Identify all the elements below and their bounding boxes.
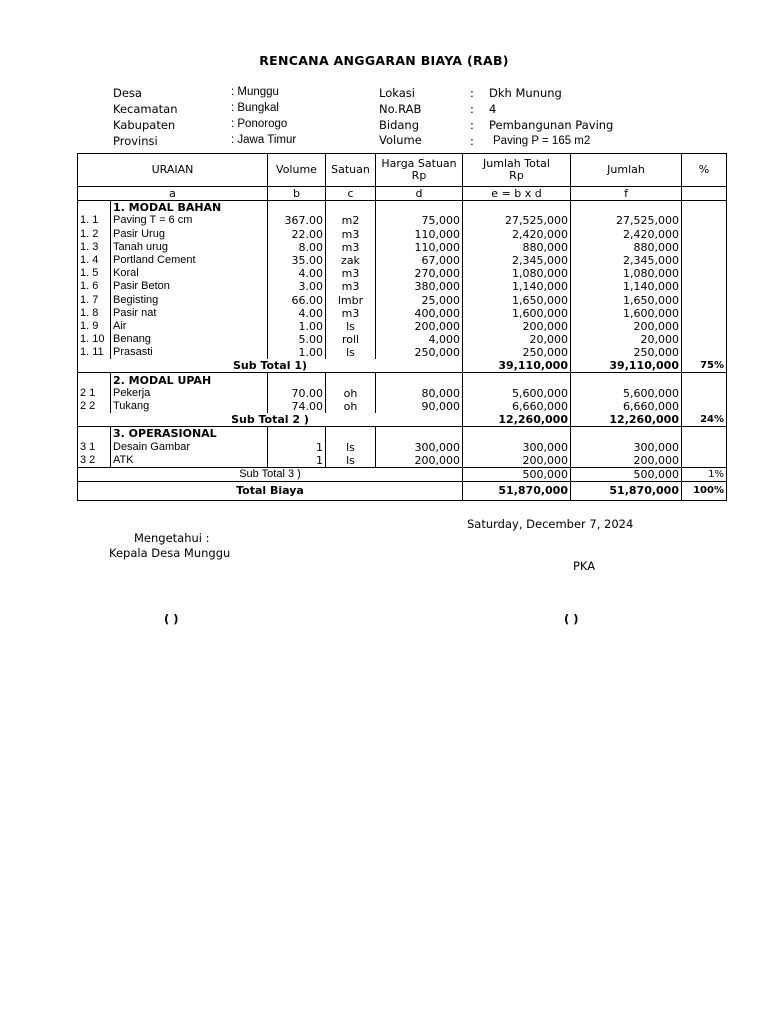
- letter-e: e = b x d: [463, 187, 571, 201]
- cell-jumlah: 2,345,000: [571, 254, 682, 267]
- cell-satuan: ls: [326, 440, 376, 453]
- info-colon: :: [470, 134, 474, 148]
- header-jumlah-total: [463, 154, 571, 187]
- cell-harga: 80,000: [376, 387, 463, 400]
- subtotal-total: 12,260,000: [463, 413, 571, 427]
- cell-volume: 8.00: [268, 241, 326, 254]
- cell-no: 1. 11: [78, 346, 111, 359]
- cell-no: 1. 7: [78, 293, 111, 306]
- total-jumlah: 51,870,000: [571, 481, 682, 500]
- cell-jumlah-total: 250,000: [463, 346, 571, 359]
- subtotal-jumlah: 39,110,000: [571, 359, 682, 373]
- cell-empty: [571, 201, 682, 215]
- cell-uraian: Begisting: [111, 293, 268, 306]
- table-row: [78, 346, 727, 359]
- cell-uraian: Pekerja: [111, 387, 268, 400]
- table-row: [78, 387, 727, 400]
- header-harga-line1: Harga Satuan: [381, 157, 457, 170]
- cell-uraian: Pasir nat: [111, 307, 268, 320]
- cell-empty: [463, 201, 571, 215]
- cell-jumlah: 5,600,000: [571, 387, 682, 400]
- subtotal-pct: 75%: [682, 359, 727, 373]
- cell-no: 1. 10: [78, 333, 111, 346]
- cell-jumlah-total: 1,140,000: [463, 280, 571, 293]
- total-row: [78, 481, 727, 500]
- cell-empty: [463, 427, 571, 441]
- cell-no: 1. 3: [78, 241, 111, 254]
- cell-volume: 74.00: [268, 400, 326, 413]
- cell-jumlah: 1,080,000: [571, 267, 682, 280]
- cell-uraian: Pasir Urug: [111, 227, 268, 240]
- cell-jumlah-total: 880,000: [463, 241, 571, 254]
- cell-pct: [682, 320, 727, 333]
- cell-empty: [376, 201, 463, 215]
- section-heading: 3. OPERASIONAL: [111, 427, 268, 441]
- cell-uraian: Tanah urug: [111, 241, 268, 254]
- cell-empty: [376, 427, 463, 441]
- header-satuan: Satuan: [326, 154, 376, 187]
- cell-volume: 1.00: [268, 320, 326, 333]
- cell-volume: 4.00: [268, 267, 326, 280]
- cell-jumlah: 20,000: [571, 333, 682, 346]
- cell-satuan: oh: [326, 400, 376, 413]
- subtotal-total: 39,110,000: [463, 359, 571, 373]
- total-label: Total Biaya: [78, 481, 463, 500]
- cell-satuan: m3: [326, 280, 376, 293]
- cell-jumlah-total: 27,525,000: [463, 214, 571, 227]
- info-label-provinsi: Provinsi: [113, 134, 158, 148]
- letter-d: d: [376, 187, 463, 201]
- table-row: [78, 280, 727, 293]
- cell-empty: [326, 201, 376, 215]
- cell-pct: [682, 214, 727, 227]
- cell-empty: [268, 373, 326, 387]
- cell-satuan: lmbr: [326, 293, 376, 306]
- total-total: 51,870,000: [463, 481, 571, 500]
- table-row: [78, 241, 727, 254]
- cell-volume: 35.00: [268, 254, 326, 267]
- cell-harga: 75,000: [376, 214, 463, 227]
- subtotal-row: [78, 467, 727, 481]
- cell-volume: 1: [268, 440, 326, 453]
- cell-uraian: Air: [111, 320, 268, 333]
- cell-harga: 110,000: [376, 227, 463, 240]
- info-value-lokasi: Dkh Munung: [489, 86, 562, 100]
- cell-jumlah: 6,660,000: [571, 400, 682, 413]
- subtotal-pct: 24%: [682, 413, 727, 427]
- cell-jumlah: 250,000: [571, 346, 682, 359]
- cell-uraian: Koral: [111, 267, 268, 280]
- subtotal-pct: 1%: [682, 467, 727, 481]
- cell-satuan: oh: [326, 387, 376, 400]
- cell-empty: [571, 427, 682, 441]
- cell-no: [78, 427, 111, 441]
- letter-row: [78, 187, 727, 201]
- footer-date: Saturday, December 7, 2024: [467, 517, 634, 531]
- section-heading-row: [78, 201, 727, 215]
- subtotal-label: Sub Total 1): [78, 359, 463, 373]
- cell-empty: [376, 373, 463, 387]
- cell-pct: [682, 346, 727, 359]
- cell-harga: 110,000: [376, 241, 463, 254]
- cell-no: [78, 373, 111, 387]
- cell-satuan: m3: [326, 241, 376, 254]
- cell-pct: [682, 440, 727, 453]
- cell-jumlah: 880,000: [571, 241, 682, 254]
- subtotal-total: 500,000: [463, 467, 571, 481]
- cell-pct: [682, 267, 727, 280]
- header-percent: %: [682, 154, 727, 187]
- cell-jumlah-total: 300,000: [463, 440, 571, 453]
- table-row: [78, 254, 727, 267]
- cell-uraian: Desain Gambar: [111, 440, 268, 453]
- cell-satuan: m3: [326, 307, 376, 320]
- cell-pct: [682, 241, 727, 254]
- cell-harga: 200,000: [376, 320, 463, 333]
- cell-jumlah: 1,650,000: [571, 293, 682, 306]
- cell-uraian: Portland Cement: [111, 254, 268, 267]
- info-colon: :: [470, 86, 474, 100]
- cell-jumlah-total: 2,420,000: [463, 227, 571, 240]
- header-jumlah: Jumlah: [571, 154, 682, 187]
- cell-jumlah: 27,525,000: [571, 214, 682, 227]
- cell-satuan: m2: [326, 214, 376, 227]
- cell-volume: 70.00: [268, 387, 326, 400]
- info-label-bidang: Bidang: [379, 118, 420, 132]
- cell-pct: [682, 333, 727, 346]
- cell-jumlah-total: 20,000: [463, 333, 571, 346]
- info-value-provinsi: : Jawa Timur: [231, 134, 297, 146]
- cell-pct: [682, 201, 727, 215]
- cell-harga: 270,000: [376, 267, 463, 280]
- cell-volume: 3.00: [268, 280, 326, 293]
- table-body: [78, 201, 727, 482]
- cell-jumlah-total: 200,000: [463, 454, 571, 468]
- section-heading-row: [78, 373, 727, 387]
- cell-jumlah: 300,000: [571, 440, 682, 453]
- cell-uraian: Pasir Beton: [111, 280, 268, 293]
- cell-volume: 4.00: [268, 307, 326, 320]
- cell-satuan: m3: [326, 267, 376, 280]
- table-row: [78, 227, 727, 240]
- header-jt-line1: Jumlah Total: [483, 157, 550, 170]
- cell-jumlah: 1,140,000: [571, 280, 682, 293]
- cell-no: [78, 201, 111, 215]
- footer-mengetahui: Mengetahui :: [134, 531, 210, 545]
- table-row: [78, 293, 727, 306]
- info-value-norab: 4: [489, 102, 497, 116]
- letter-a: a: [78, 187, 268, 201]
- cell-jumlah: 1,600,000: [571, 307, 682, 320]
- cell-pct: [682, 400, 727, 413]
- subtotal-jumlah: 12,260,000: [571, 413, 682, 427]
- header-volume: Volume: [268, 154, 326, 187]
- cell-jumlah: 2,420,000: [571, 227, 682, 240]
- cell-no: 1. 6: [78, 280, 111, 293]
- rab-table: [77, 153, 727, 501]
- cell-jumlah-total: 1,600,000: [463, 307, 571, 320]
- cell-no: 2 2: [78, 400, 111, 413]
- letter-f: f: [571, 187, 682, 201]
- table-row: [78, 267, 727, 280]
- cell-uraian: Benang: [111, 333, 268, 346]
- cell-uraian: ATK: [111, 454, 268, 468]
- section-heading-row: [78, 427, 727, 441]
- total-pct: 100%: [682, 481, 727, 500]
- info-value-volume: Paving P = 165 m2: [493, 135, 591, 147]
- info-colon: :: [470, 118, 474, 132]
- table-row: [78, 454, 727, 468]
- info-label-volume: Volume: [379, 133, 422, 147]
- cell-volume: 22.00: [268, 227, 326, 240]
- cell-no: 3 1: [78, 440, 111, 453]
- cell-jumlah: 200,000: [571, 454, 682, 468]
- cell-pct: [682, 427, 727, 441]
- cell-jumlah-total: 1,080,000: [463, 267, 571, 280]
- info-label-kabupaten: Kabupaten: [113, 118, 176, 132]
- info-label-norab: No.RAB: [379, 102, 422, 116]
- cell-volume: 1.00: [268, 346, 326, 359]
- footer-kepala-desa: Kepala Desa Munggu: [109, 546, 231, 560]
- info-value-desa: : Munggu: [231, 86, 279, 98]
- cell-empty: [571, 373, 682, 387]
- cell-volume: 5.00: [268, 333, 326, 346]
- cell-no: 1. 2: [78, 227, 111, 240]
- letter-pct: [682, 187, 727, 201]
- cell-jumlah-total: 2,345,000: [463, 254, 571, 267]
- cell-no: 1. 4: [78, 254, 111, 267]
- cell-harga: 25,000: [376, 293, 463, 306]
- subtotal-label: Sub Total 2 ): [78, 413, 463, 427]
- cell-harga: 400,000: [376, 307, 463, 320]
- table-row: [78, 214, 727, 227]
- table-header-row: [78, 154, 727, 187]
- signature-right: ( ): [564, 612, 579, 626]
- cell-uraian: Paving T = 6 cm: [111, 214, 268, 227]
- cell-pct: [682, 387, 727, 400]
- table-row: [78, 307, 727, 320]
- info-colon: :: [470, 102, 474, 116]
- cell-no: 1. 9: [78, 320, 111, 333]
- cell-satuan: zak: [326, 254, 376, 267]
- cell-pct: [682, 373, 727, 387]
- cell-satuan: ls: [326, 346, 376, 359]
- cell-satuan: m3: [326, 227, 376, 240]
- info-label-desa: Desa: [113, 86, 142, 100]
- info-label-kecamatan: Kecamatan: [113, 102, 178, 116]
- cell-harga: 250,000: [376, 346, 463, 359]
- subtotal-row: [78, 359, 727, 373]
- cell-uraian: Prasasti: [111, 346, 268, 359]
- cell-empty: [326, 373, 376, 387]
- table-row: [78, 440, 727, 453]
- cell-jumlah-total: 200,000: [463, 320, 571, 333]
- cell-pct: [682, 227, 727, 240]
- cell-jumlah-total: 5,600,000: [463, 387, 571, 400]
- cell-pct: [682, 280, 727, 293]
- cell-pct: [682, 293, 727, 306]
- cell-harga: 4,000: [376, 333, 463, 346]
- cell-no: 1. 1: [78, 214, 111, 227]
- cell-harga: 300,000: [376, 440, 463, 453]
- cell-uraian: Tukang: [111, 400, 268, 413]
- section-heading: 2. MODAL UPAH: [111, 373, 268, 387]
- page-title: RENCANA ANGGARAN BIAYA (RAB): [259, 53, 509, 68]
- cell-jumlah-total: 6,660,000: [463, 400, 571, 413]
- cell-volume: 367.00: [268, 214, 326, 227]
- info-label-lokasi: Lokasi: [379, 86, 415, 100]
- footer-pka: PKA: [573, 559, 596, 573]
- cell-harga: 380,000: [376, 280, 463, 293]
- cell-satuan: ls: [326, 320, 376, 333]
- cell-empty: [463, 373, 571, 387]
- table-row: [78, 333, 727, 346]
- header-jt-line2: Rp: [509, 169, 524, 182]
- cell-pct: [682, 254, 727, 267]
- cell-pct: [682, 454, 727, 468]
- cell-empty: [268, 427, 326, 441]
- cell-harga: 90,000: [376, 400, 463, 413]
- header-harga-satuan: [376, 154, 463, 187]
- cell-harga: 67,000: [376, 254, 463, 267]
- header-uraian: URAIAN: [78, 154, 268, 187]
- cell-satuan: roll: [326, 333, 376, 346]
- cell-jumlah-total: 1,650,000: [463, 293, 571, 306]
- subtotal-label: Sub Total 3 ): [78, 467, 463, 481]
- subtotal-jumlah: 500,000: [571, 467, 682, 481]
- cell-volume: 1: [268, 454, 326, 468]
- info-value-kabupaten: : Ponorogo: [231, 118, 288, 130]
- cell-no: 3 2: [78, 454, 111, 468]
- cell-no: 1. 5: [78, 267, 111, 280]
- letter-b: b: [268, 187, 326, 201]
- letter-c: c: [326, 187, 376, 201]
- signature-left: ( ): [164, 612, 179, 626]
- cell-pct: [682, 307, 727, 320]
- cell-volume: 66.00: [268, 293, 326, 306]
- section-heading: 1. MODAL BAHAN: [111, 201, 268, 215]
- cell-harga: 200,000: [376, 454, 463, 468]
- cell-no: 2 1: [78, 387, 111, 400]
- header-harga-line2: Rp: [411, 169, 427, 182]
- info-value-kecamatan: : Bungkal: [231, 102, 279, 114]
- cell-no: 1. 8: [78, 307, 111, 320]
- table-row: [78, 320, 727, 333]
- info-value-bidang: Pembangunan Paving: [489, 118, 614, 132]
- cell-empty: [268, 201, 326, 215]
- subtotal-row: [78, 413, 727, 427]
- cell-jumlah: 200,000: [571, 320, 682, 333]
- cell-empty: [326, 427, 376, 441]
- cell-satuan: ls: [326, 454, 376, 468]
- table-row: [78, 400, 727, 413]
